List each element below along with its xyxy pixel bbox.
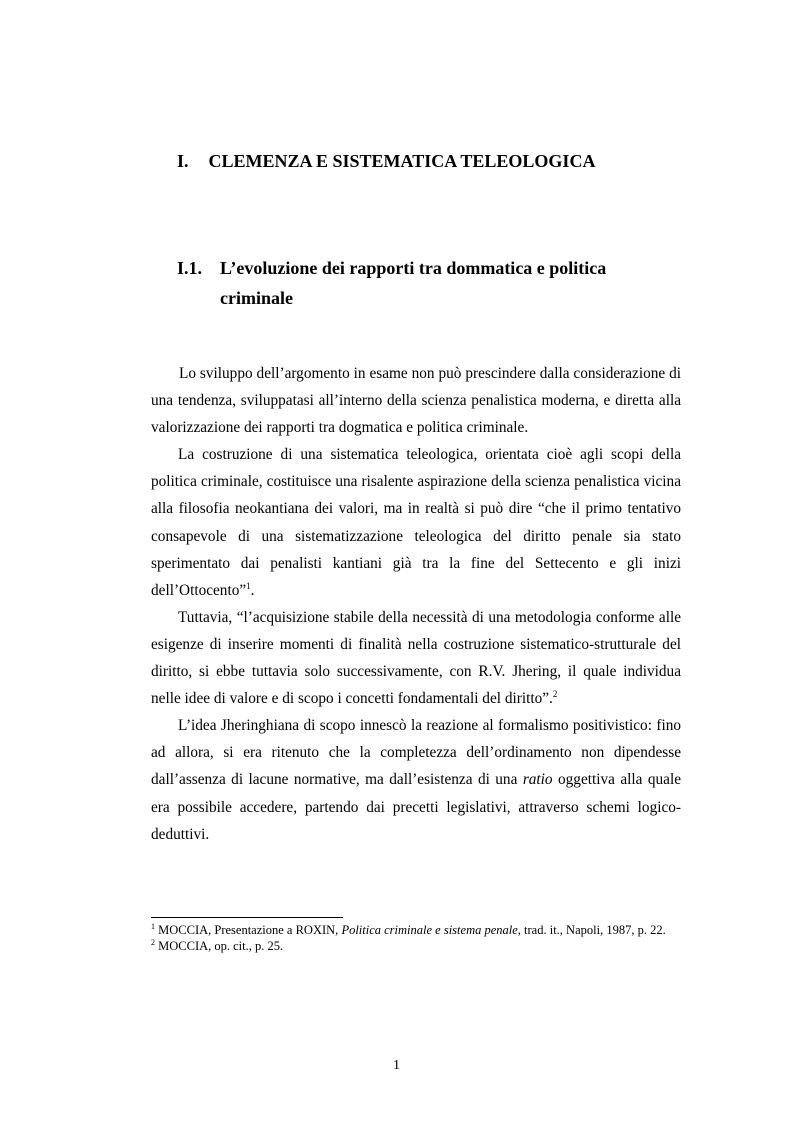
paragraph-2-text: La costruzione di una sistematica teleologica, orientata cioè agli scopi della politica criminale, costituisce una risalente aspirazione della scienza penalistica vicina alla filosofia neokantiana dei valori, ma in realtà si può dire “che il primo tentativo consapevole di una sistematizzazione teleologica del diritto penale sia stato sperimentato dai penalisti kantiani già tra la fine del Settecento e gli inizi dell’Ottocento”: [151, 446, 681, 599]
footnote-1-italic: Politica criminale e sistema penale: [341, 923, 518, 937]
section-number: I.1.: [177, 258, 203, 278]
section-title-line2: criminale: [220, 288, 293, 308]
footnote-1-mark: 1: [151, 922, 155, 931]
paragraph-3-text: Tuttavia, “l’acquisizione stabile della necessità di una metodologia conforme alle esigenze di inserire momenti di finalità nella costruzione sistematico-strutturale del diritto, si ebbe tuttavia solo successivamente, con R.V. Jhering, il quale individua nelle idee di valore e di scopo i concetti fondamentali del diritto”.: [151, 608, 681, 708]
footnote-2: [151, 938, 681, 954]
footnote-ref-2[interactable]: 2: [552, 689, 558, 700]
chapter-title-text: CLEMENZA E SISTEMATICA TELEOLOGICA: [208, 151, 596, 171]
page-number: 1: [393, 1058, 400, 1073]
paragraph-1: Lo sviluppo dell’argomento in esame non può prescindere dalla considerazione di una tendenza, sviluppatasi all’interno della scienza penalistica moderna, e diretta alla valorizzazione dei rapporti tra dogmatica e politica criminale.: [151, 365, 681, 437]
footnote-divider: [151, 917, 343, 918]
footnote-ref-1[interactable]: 1: [246, 580, 251, 591]
paragraph-4-text-b: oggettiva alla quale era possibile accedere, partendo dai precetti legislativi, attraverso schemi logico-deduttivi.: [151, 771, 681, 843]
footnote-1: [151, 922, 681, 938]
paragraph-4-italic: ratio: [522, 771, 553, 789]
body-text: [151, 360, 681, 848]
footnote-2-text: MOCCIA, op. cit., p. 25.: [158, 939, 284, 953]
footnotes: [151, 922, 681, 954]
paragraph-3: [151, 604, 681, 712]
paragraph-2-end: .: [250, 581, 255, 599]
footnote-2-mark: 2: [151, 938, 155, 947]
footnote-1-text-a: MOCCIA, Presentazione a ROXIN,: [158, 923, 339, 937]
section-title-line1: L’evoluzione dei rapporti tra dommatica e politica: [220, 258, 607, 278]
paragraph-4-text-a: L’idea Jheringhiana di scopo innescò la reazione al formalismo positivistico: fino ad allora, si era ritenuto che la completezza dell’ordinamento non dipendesse dall’assenza di lacune normative, ma dall’esistenza di una: [151, 717, 681, 789]
paragraph-4: [151, 712, 681, 847]
paragraph-2: [151, 441, 681, 604]
section-title: [177, 253, 606, 313]
footnote-1-text-b: , trad. it., Napoli, 1987, p. 22.: [517, 923, 666, 937]
chapter-number: I.: [177, 151, 189, 171]
chapter-title: [177, 151, 595, 172]
